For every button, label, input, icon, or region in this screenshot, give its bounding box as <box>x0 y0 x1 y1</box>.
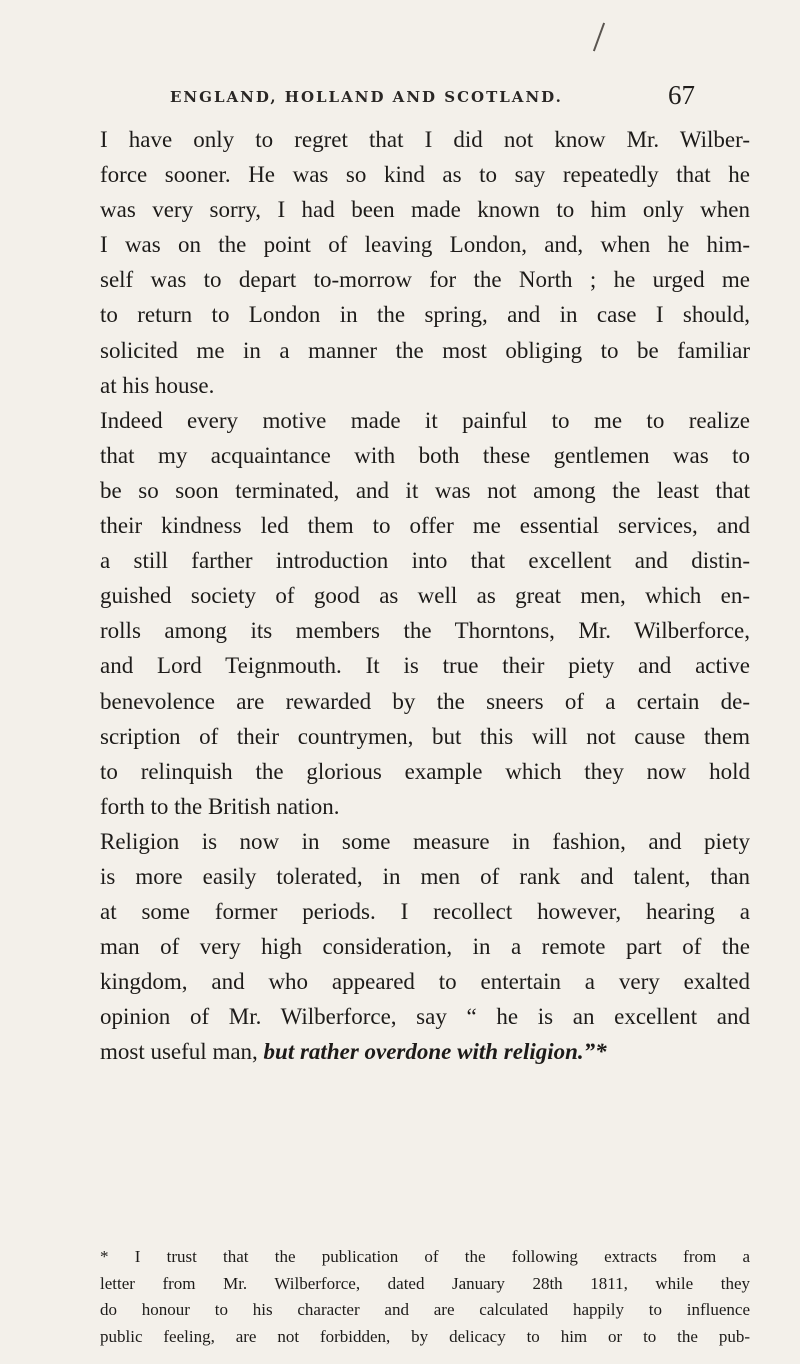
text-line: to relinquish the glorious example which they now hold <box>100 758 750 784</box>
text-line: I have only to regret that I did not know Mr. Wilber- <box>100 127 750 152</box>
pencil-mark <box>593 23 605 52</box>
text-line: and Lord Teignmouth. It is true their piety and active <box>100 653 750 679</box>
main-text <box>100 122 750 1070</box>
text-line: is more easily tolerated, in men of rank and talent, than <box>100 863 750 889</box>
text-line: forth to the British nation. <box>100 793 340 819</box>
text-line: solicited me in a manner the most obliging to be familiar <box>100 337 750 363</box>
text-line: that my acquaintance with both these gentlemen was to <box>100 442 750 468</box>
text-line: to return to London in the spring, and in case I should, <box>100 302 750 328</box>
text-line-final <box>100 1034 750 1069</box>
running-title: ENGLAND, HOLLAND AND SCOTLAND. <box>170 88 563 106</box>
page-number: 67 <box>668 80 695 110</box>
footnote-line: letter from Mr. Wilberforce, dated January 28th 1811, while they <box>100 1273 750 1293</box>
text-line: force sooner. He was so kind as to say repeatedly that he <box>100 162 750 188</box>
final-line-italic: but rather overdone with religion.”* <box>263 1039 607 1065</box>
text-line: at some former periods. I recollect however, hearing a <box>100 899 750 925</box>
text-line: a still farther introduction into that excellent and distin- <box>100 548 750 574</box>
text-line: be so soon terminated, and it was not among the least that <box>100 477 750 503</box>
text-line: kingdom, and who appeared to entertain a very exalted <box>100 969 750 995</box>
footnote-line: public feeling, are not forbidden, by delicacy to him or to the pub- <box>100 1326 750 1346</box>
footnote-line: do honour to his character and are calculated happily to influence <box>100 1300 750 1319</box>
text-line: Indeed every motive made it painful to me to realize <box>100 407 750 433</box>
text-line: benevolence are rewarded by the sneers of a certain de- <box>100 688 750 714</box>
final-line-plain: most useful man, <box>100 1039 264 1065</box>
text-line: Religion is now in some measure in fashion, and piety <box>100 828 750 854</box>
text-line: man of very high consideration, in a remote part of the <box>100 934 750 960</box>
text-line: opinion of Mr. Wilberforce, say “ he is an excellent and <box>100 1004 750 1030</box>
text-line: rolls among its members the Thorntons, Mr. Wilberforce, <box>100 618 750 644</box>
text-line: self was to depart to-morrow for the North ; he urged me <box>100 267 750 293</box>
text-line: scription of their countrymen, but this will not cause them <box>100 723 750 749</box>
text-line: guished society of good as well as great men, which en- <box>100 583 750 609</box>
text-line: at his house. <box>100 372 215 398</box>
footnote-line: * I trust that the publication of the following extracts from a <box>100 1247 750 1266</box>
text-line: I was on the point of leaving London, and, when he him- <box>100 232 750 258</box>
text-line: was very sorry, I had been made known to him only when <box>100 197 750 223</box>
footnote <box>100 1244 750 1350</box>
text-line: their kindness led them to offer me essential services, and <box>100 513 750 539</box>
